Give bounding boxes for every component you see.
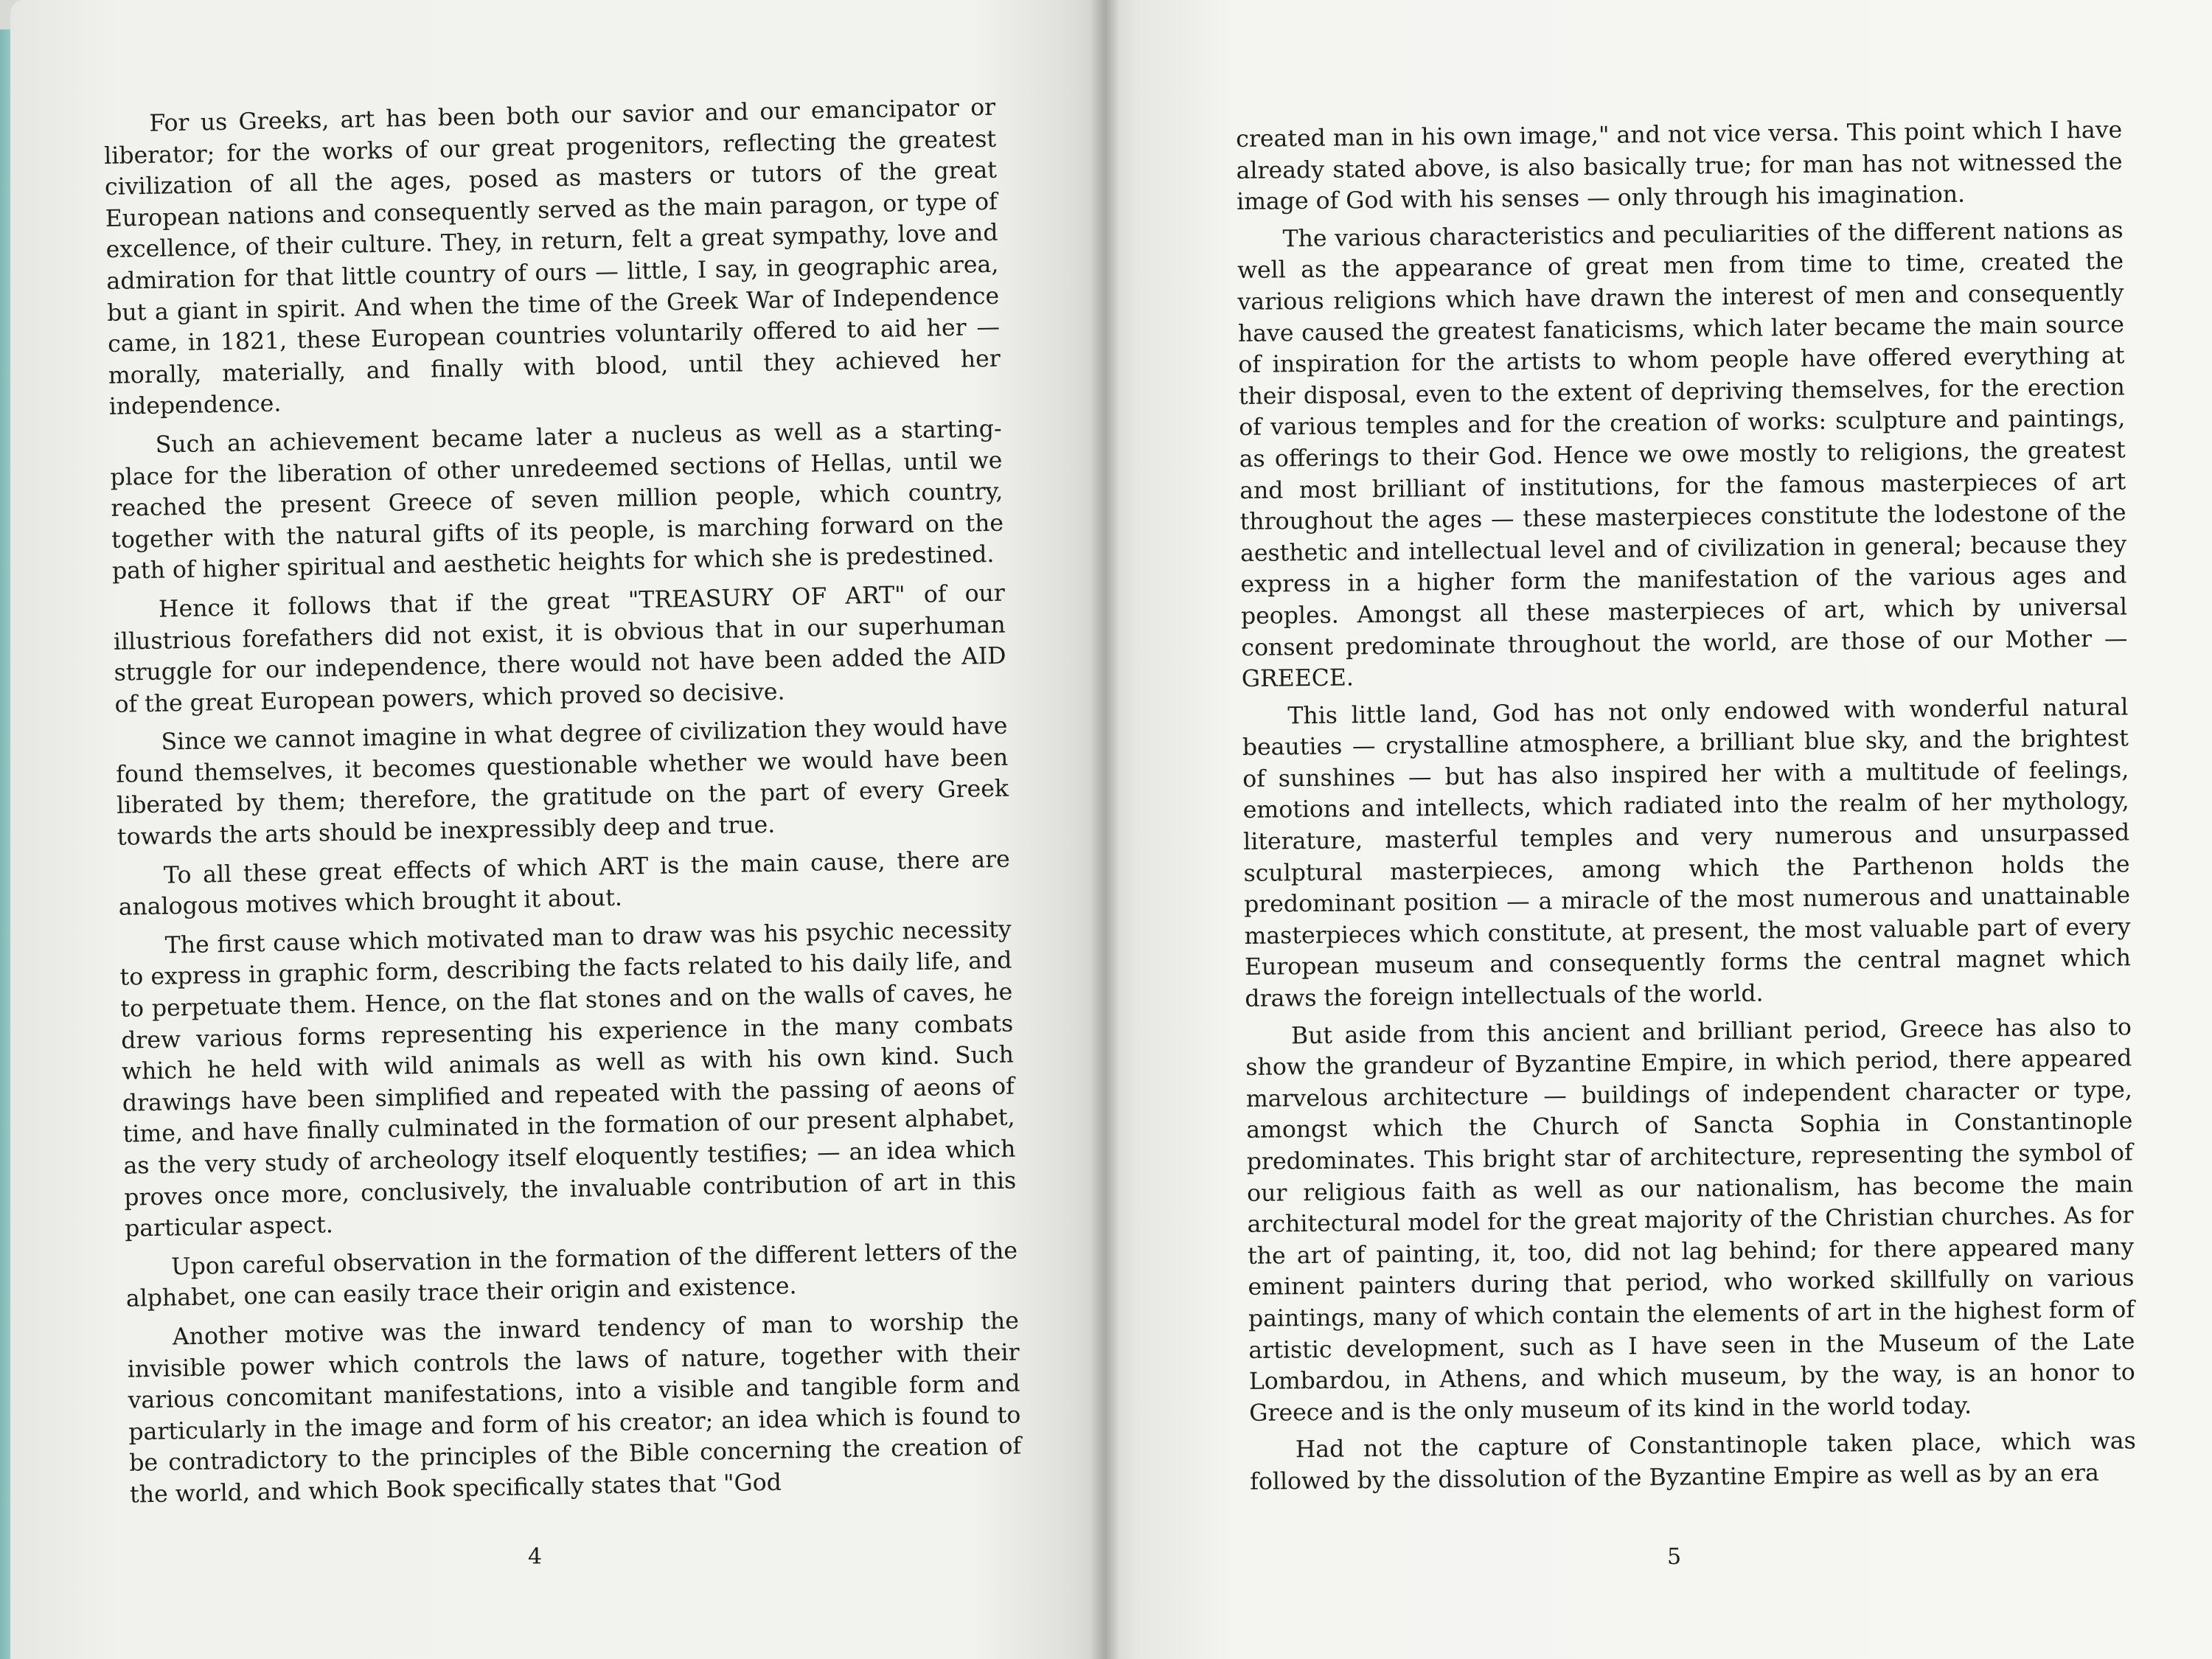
paragraph: Hence it follows that if the great "TREASURY OF ART" of our illustrious forefathers did not exist, it is obvious that in our superhuman struggle for our independence, there would not have been added the AID of the great European powers, which proved so decisive. xyxy=(113,580,1006,718)
paragraph: To all these great effects of which ART is the main cause, there are analogous motives which brought it about. xyxy=(118,846,1011,922)
paragraph: Since we cannot imagine in what degree of civilization they would have found themselves, it becomes questionable whether we would have been liberated by them; therefore, the gratitude on the part of every Greek towards the arts should be inexpressibly deep and true. xyxy=(115,712,1009,851)
paragraph: The first cause which motivated man to draw was his psychic necessity to express in graphic form, describing the facts related to his daily life, and to perpetuate them. Hence, on the flat stones and on the walls of caves, he drew various forms representing his experience in the many combats which he held with wild animals as well as with his own kind. Such drawings have been simplified and repeated with the passing of aeons of time, and have finally culminated in the formation of our present alphabet, as the very study of archeology itself eloquently testifies; — an idea which proves once more, conclusively, the invaluable contribution of art in this particular aspect. xyxy=(119,916,1017,1242)
right-page-text xyxy=(1236,114,2137,1503)
book-gutter xyxy=(1090,0,1119,1659)
paragraph: Had not the capture of Constantinople taken place, which was followed by the dissolution of the Byzantine Empire as well as by an era xyxy=(1250,1427,2136,1495)
page-number-right: 5 xyxy=(1667,1544,1682,1570)
paragraph: For us Greeks, art has been both our savior and our emancipator or liberator; for the works of our great progenitors, reflecting the greatest civilization of all the ages, posed as masters or tutors of the great European nations and consequently served as the main paragon, or type of excellence, of their culture. They, in return, felt a great sympathy, love and admiration for that little country of ours — little, I say, in geographic area, but a giant in spirit. And when the time of the Greek War of Independence came, in 1821, these European countries voluntarily offered to aid her — morally, materially, and finally with blood, until they achieved her independence. xyxy=(103,94,1001,421)
paragraph: Upon careful observation in the formation of the different letters of the alphabet, one can easily trace their origin and existence. xyxy=(125,1237,1018,1313)
paragraph: But aside from this ancient and brilliant period, Greece has also to show the grandeur of Byzantine Empire, in which period, there appeared marvelous architecture — buildings of independent character or type, amongst which the Church of Sancta Sophia in Constantinople predominates. This bright star of architecture, representing the symbol of our religious faith as well as our nationalism, has become the main architectural model for the great majority of the Christian churches. As for the art of painting, it, too, did not lag behind; for there appeared many eminent painters during that period, who worked skillfully on various paintings, many of which contain the elements of art in the highest form of artistic development, such as I have seen in the Museum of the Late Lombardou, in Athens, and which museum, by the way, is an honor to Greece and is the only museum of its kind in the world today. xyxy=(1245,1013,2135,1427)
paragraph: This little land, God has not only endowed with wonderful natural beauties — crystalline atmosphere, a brilliant blue sky, and the brightest of sunshines — but has also inspired her with a multitude of feelings, emotions and intellects, which radiated into the realm of her mythology, literature, masterful temples and very numerous and unsurpassed sculptural masterpieces, among which the Parthenon holds the predominant position — a miracle of the most numerous and unattainable masterpieces which constitute, at present, the most valuable part of every European museum and consequently forms the central magnet which draws the foreign intellectuals of the world. xyxy=(1242,694,2132,1012)
paragraph: Such an achievement became later a nucleus as well as a starting-place for the liberation of other unredeemed sections of Hellas, until we reached the present Greece of seven million people, which country, together with the natural gifts of its people, is marching forward on the path of higher spiritual and aesthetic heights for which she is predestined. xyxy=(110,415,1004,585)
paragraph: The various characteristics and peculiarities of the different nations as well as the appearance of great men from time to time, created the various religions which have drawn the interest of men and consequently have caused the greatest fanaticisms, which later became the main source of inspiration for the artists to whom people have offered everything at their disposal, even to the extent of depriving themselves, for the erection of various temples and for the creation of works: sculpture and paintings, as offerings to their God. Hence we owe mostly to religions, the greatest and most brilliant of institutions, for the famous masterpieces of art throughout the ages — these masterpieces constitute the lodestone of the aesthetic and intellectual level and of civilization in general; because they express in a higher form the manifestation of the various ages and peoples. Amongst all these masterpieces of art, which by universal consent predominate throughout the world, are those of our Mother — GREECE. xyxy=(1237,217,2128,693)
paragraph: created man in his own image," and not vice versa. This point which I have already stated above, is also basically true; for man has not witnessed the image of God with his senses — only through his imagination. xyxy=(1236,116,2123,216)
paragraph: Another motive was the inward tendency of man to worship the invisible power which controls the laws of nature, together with their various concomitant manifestations, into a visible and tangible form and particularly in the image and form of his creator; an idea which is found to be contradictory to the principles of the Bible concerning the creation of the world, and which Book specifically states that "God xyxy=(127,1307,1022,1509)
left-page-text xyxy=(103,92,1022,1518)
page-number-left: 4 xyxy=(528,1544,543,1570)
